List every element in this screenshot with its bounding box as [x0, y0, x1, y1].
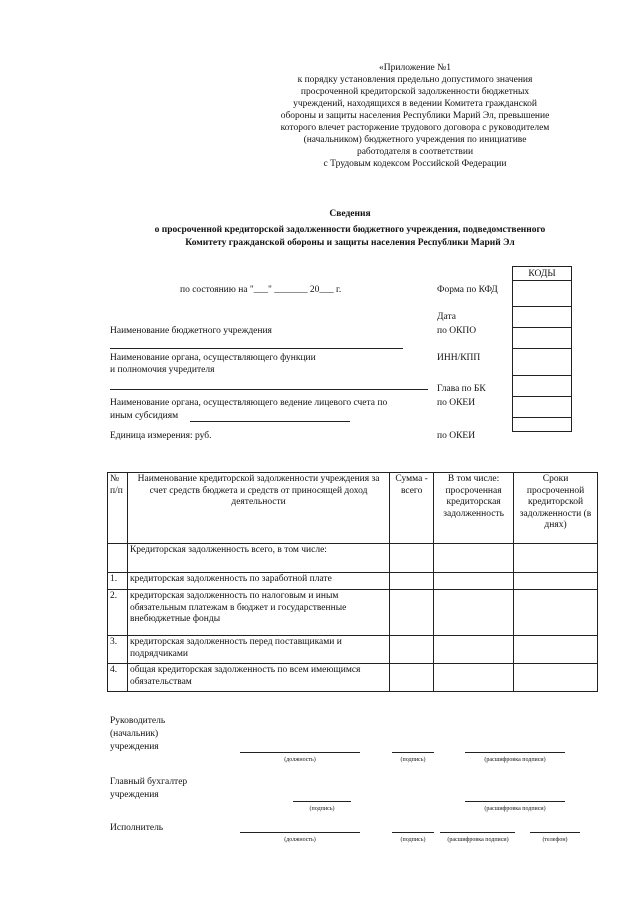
header-name: Наименование кредиторской задолженности учреждения за счет средств бюджета и средств от приносящей доход деятельности [127, 473, 389, 544]
accountant-label-2: учреждения [110, 790, 159, 800]
codes-header: КОДЫ [513, 267, 572, 281]
executor-signature-line[interactable] [392, 832, 434, 833]
row-num: 4. [108, 664, 128, 692]
account-label-1: Наименование органа, осуществляющего ведение лицевого счета по [110, 398, 388, 408]
row-name: Кредиторская задолженность всего, в том числе: [127, 544, 389, 573]
account-line[interactable] [190, 421, 350, 422]
head-decoding-caption: (расшифровка подписи) [484, 757, 546, 763]
appendix-line: с Трудовым кодексом Российской Федерации [323, 159, 507, 169]
row-terms-cell[interactable] [514, 590, 598, 636]
accountant-signature-line[interactable] [293, 801, 351, 802]
code-cell-inn[interactable] [513, 349, 572, 376]
bk-label: Глава по БК [437, 384, 486, 394]
row-terms-cell[interactable] [514, 636, 598, 664]
row-overdue-cell[interactable] [434, 636, 514, 664]
row-terms-cell[interactable] [514, 573, 598, 590]
appendix-block [265, 62, 565, 170]
row-name: кредиторская задолженность перед поставщиками и подрядчиками [127, 636, 389, 664]
date-code-label: Дата [437, 312, 456, 322]
date-label: по состоянию на "___" _______ 20___ г. [180, 285, 342, 295]
head-position-line[interactable] [240, 752, 360, 753]
code-cell-bk[interactable] [513, 376, 572, 397]
appendix-line: которого влечет расторжение трудового договора с руководителем [280, 123, 550, 133]
head-position-caption: (должность) [284, 757, 316, 763]
appendix-line: «Приложение №1 [379, 63, 451, 73]
code-cell-okei1[interactable] [513, 397, 572, 418]
document-title: Сведения [329, 209, 371, 219]
row-terms-cell[interactable] [514, 664, 598, 692]
header-overdue: В том числе: просроченная кредиторская задолженность [434, 473, 514, 544]
row-overdue-cell[interactable] [434, 590, 514, 636]
code-cell-okpo[interactable] [513, 328, 572, 349]
appendix-line: работодателя в соответствии [356, 147, 474, 157]
executor-phone-caption: (телефон) [542, 837, 568, 843]
row-sum-cell[interactable] [390, 544, 434, 573]
row-name: общая кредиторская задолженность по всем имеющимся обязательствам [127, 664, 389, 692]
document-subtitle-1: о просроченной кредиторской задолженности бюджетного учреждения, подведомственного [154, 225, 546, 235]
codes-table [512, 266, 572, 432]
row-overdue-cell[interactable] [434, 544, 514, 573]
row-name: кредиторская задолженность по заработной плате [127, 573, 389, 590]
header-sum: Сумма - всего [390, 473, 434, 544]
code-cell-date[interactable] [513, 307, 572, 328]
appendix-line: к порядку установления предельно допустимого значения [297, 75, 533, 85]
executor-decoding-line[interactable] [440, 832, 515, 833]
debt-table [107, 472, 598, 692]
accountant-label-1: Главный бухгалтер [110, 777, 188, 787]
okpo-label: по ОКПО [437, 326, 477, 336]
row-num: 1. [108, 573, 128, 590]
executor-position-caption: (должность) [284, 837, 316, 843]
header-num: № п/п [108, 473, 128, 544]
appendix-line: учреждений, находящихся в ведении Комитета гражданской [293, 99, 537, 109]
row-sum-cell[interactable] [390, 573, 434, 590]
head-signature-caption: (подпись) [400, 757, 426, 763]
row-num: 2. [108, 590, 128, 636]
founder-label-2: и полномочия учредителя [110, 365, 215, 375]
row-num: 3. [108, 636, 128, 664]
unit-label: Единица измерения: руб. [110, 431, 212, 441]
header-terms: Сроки просроченной кредиторской задолженности (в днях) [514, 473, 598, 544]
appendix-line: обороны и защиты населения Республики Марий Эл, превышение [280, 111, 550, 121]
head-decoding-line[interactable] [465, 752, 565, 753]
accountant-decoding-line[interactable] [465, 801, 565, 802]
executor-label: Исполнитель [110, 823, 164, 833]
executor-position-line[interactable] [240, 832, 360, 833]
row-overdue-cell[interactable] [434, 573, 514, 590]
okei1-label: по ОКЕИ [437, 398, 476, 408]
institution-label: Наименование бюджетного учреждения [110, 326, 272, 336]
head-signature-line[interactable] [392, 752, 434, 753]
founder-line[interactable] [110, 389, 428, 390]
row-sum-cell[interactable] [390, 664, 434, 692]
accountant-decoding-caption: (расшифровка подписи) [484, 806, 546, 812]
appendix-line: просроченной кредиторской задолженности бюджетных [300, 87, 530, 97]
document-subtitle-2: Комитету гражданской обороны и защиты населения Республики Марий Эл [185, 238, 515, 248]
row-terms-cell[interactable] [514, 544, 598, 573]
row-num [108, 544, 128, 573]
head-label-1: Руководитель [110, 716, 166, 726]
account-label-2: иным субсидиям [110, 411, 179, 421]
head-label-3: учреждения [110, 742, 159, 752]
code-cell-kfd[interactable] [513, 281, 572, 307]
row-name: кредиторская задолженность по налоговым и иным обязательным платежам в бюджет и государственные внебюджетные фонды [127, 590, 389, 636]
row-sum-cell[interactable] [390, 636, 434, 664]
executor-decoding-caption: (расшифровка подписи) [447, 837, 509, 843]
accountant-signature-caption: (подпись) [309, 806, 335, 812]
executor-signature-caption: (подпись) [400, 837, 426, 843]
head-label-2: (начальник) [110, 729, 159, 739]
executor-phone-line[interactable] [530, 832, 580, 833]
code-cell-okei2[interactable] [513, 418, 572, 432]
founder-label-1: Наименование органа, осуществляющего функции [110, 353, 316, 363]
appendix-line: (начальником) бюджетного учреждения по инициативе [303, 135, 527, 145]
okei2-label: по ОКЕИ [437, 431, 476, 441]
row-sum-cell[interactable] [390, 590, 434, 636]
institution-line[interactable] [110, 348, 403, 349]
inn-label: ИНН/КПП [437, 353, 481, 363]
row-overdue-cell[interactable] [434, 664, 514, 692]
form-kfd-label: Форма по КФД [437, 285, 498, 295]
